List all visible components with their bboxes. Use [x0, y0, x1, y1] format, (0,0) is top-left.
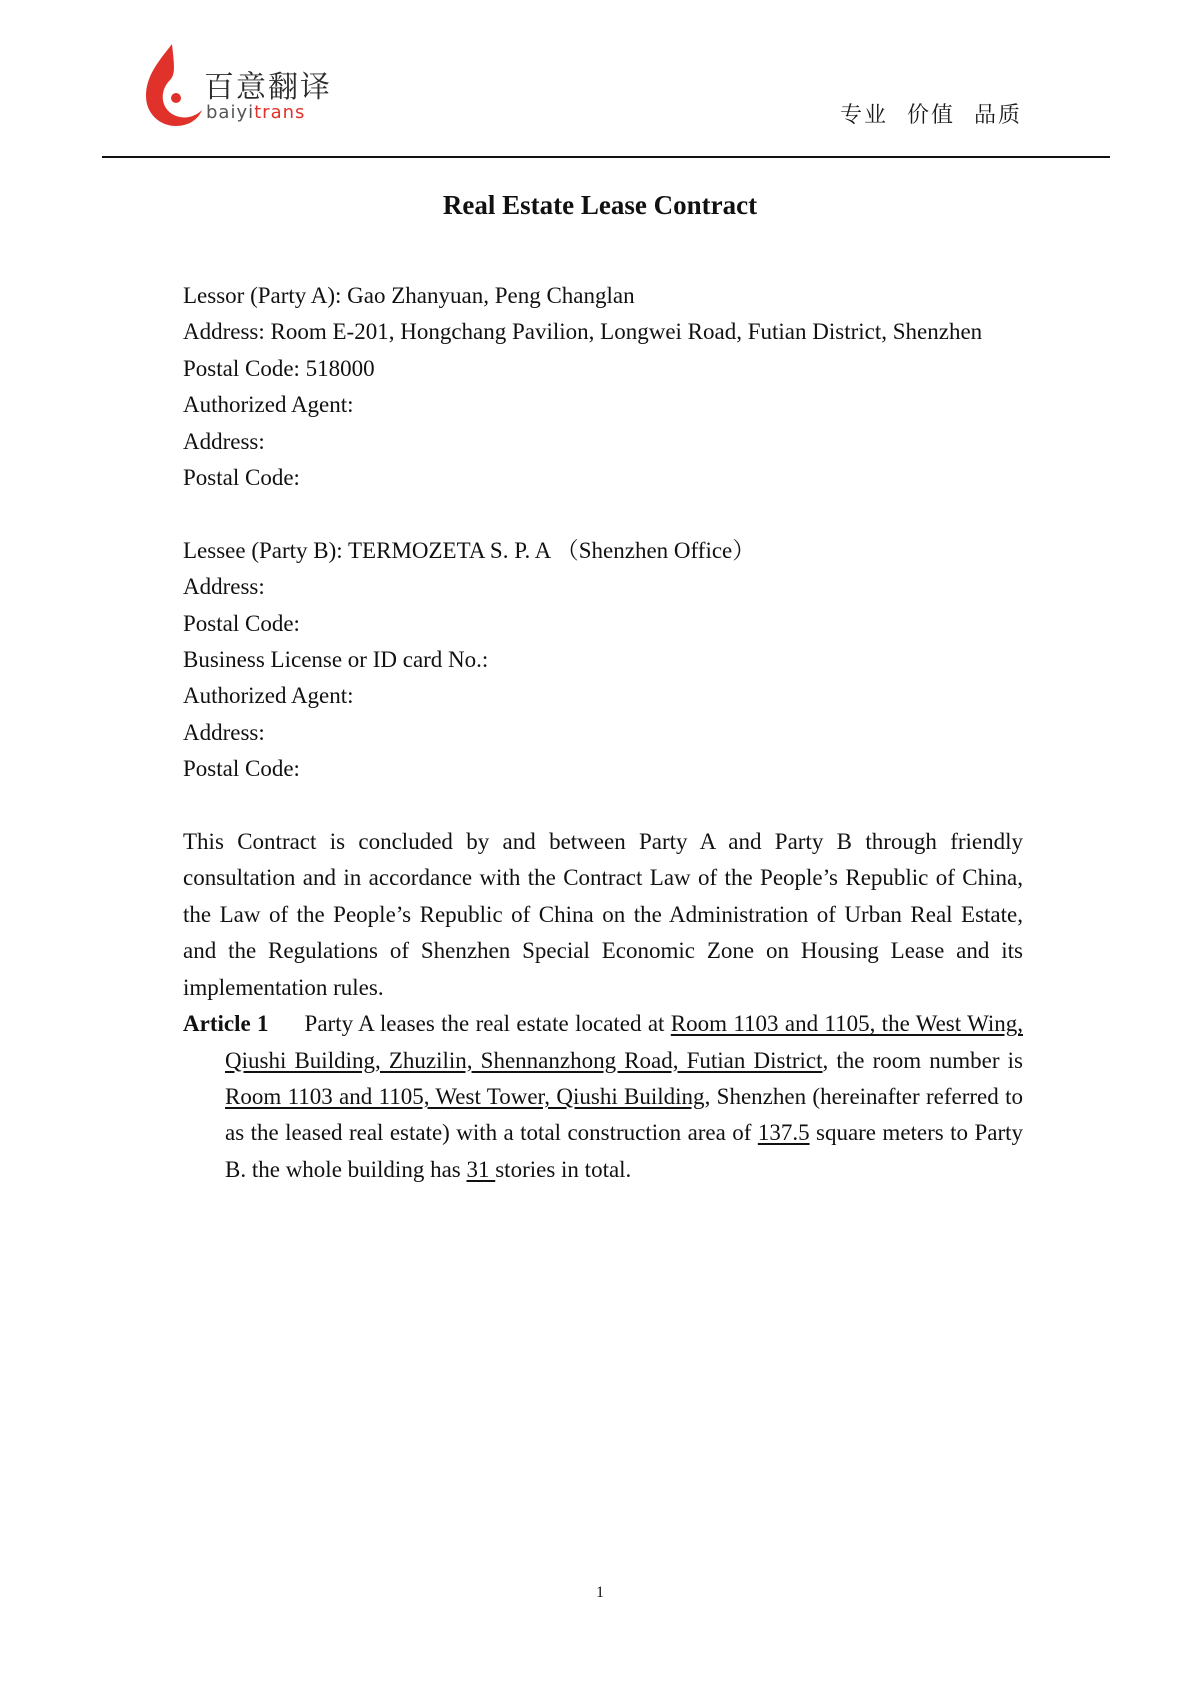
lessor-agent-postal-code: Postal Code:	[183, 465, 300, 491]
lessee-postal-code: Postal Code:	[183, 610, 300, 636]
party-b-section	[183, 533, 1023, 788]
article-1-text: , Shenzhen (hereinafter referred to as the leased real estate) with a total construction area of	[225, 1083, 1023, 1146]
article-1-area: 137.5	[757, 1120, 810, 1146]
logo-english-part1: baiyi	[206, 102, 255, 123]
section-gap	[183, 496, 1023, 532]
flame-logo-icon	[138, 40, 202, 130]
logo-chinese-name: 百意翻译	[204, 70, 332, 105]
article-1-location: Room 1103 and 1105, the West Wing, Qiushi Building, Zhuzilin, Shennanzhong Road, Futian District	[225, 1011, 1023, 1073]
lessor-agent-address: Address:	[183, 428, 265, 454]
lessor-postal-code: Postal Code: 518000	[183, 355, 375, 381]
lessee-agent-postal-code: Postal Code:	[183, 756, 300, 782]
lessor-address: Address: Room E-201, Hongchang Pavilion, Longwei Road, Futian District, Shenzhen	[183, 319, 983, 345]
lessor-agent: Authorized Agent:	[183, 392, 354, 418]
article-1-room-number: Room 1103 and 1105, West Tower, Qiushi Building	[225, 1083, 705, 1109]
article-1-text: stories in total.	[495, 1156, 632, 1182]
lessee-line: Lessee (Party B): TERMOZETA S. P. A （Shenzhen Office）	[183, 537, 756, 563]
company-logo	[138, 40, 348, 130]
article-1	[183, 1006, 1023, 1188]
article-1-text: Party A leases the real estate located at	[304, 1011, 671, 1037]
section-gap	[183, 788, 1023, 824]
article-1-text: square meters to Party B. the whole building has	[225, 1120, 1023, 1182]
contract-body	[183, 278, 1023, 1188]
logo-english-part2: trans	[254, 102, 306, 123]
lessee-license: Business License or ID card No.:	[183, 647, 489, 673]
header-divider	[102, 156, 1110, 158]
page-number: 1	[596, 1584, 604, 1601]
header-tagline: 专业 价值 品质	[840, 103, 1022, 128]
article-1-label: Article 1	[183, 1011, 269, 1037]
lessee-agent: Authorized Agent:	[183, 683, 354, 709]
document-title: Real Estate Lease Contract	[442, 190, 758, 220]
lessee-agent-address: Address:	[183, 719, 265, 745]
article-1-stories: 31	[466, 1156, 496, 1182]
lessor-line: Lessor (Party A): Gao Zhanyuan, Peng Changlan	[183, 283, 635, 308]
article-1-text: , the room number is	[822, 1047, 1024, 1073]
party-a-section	[183, 278, 1023, 496]
lessee-address: Address:	[183, 574, 265, 600]
logo-english-name	[206, 102, 305, 123]
intro-paragraph: This Contract is concluded by and between Party A and Party B through friendly consultation and in accordance with the Contract Law of the People’s Republic of China, the Law of the People’s Republic of China on the Administration of Urban Real Estate, and the Regulations of Shenzhen Special Economic Zone on Housing Lease and its implementation rules.	[183, 829, 1023, 1000]
